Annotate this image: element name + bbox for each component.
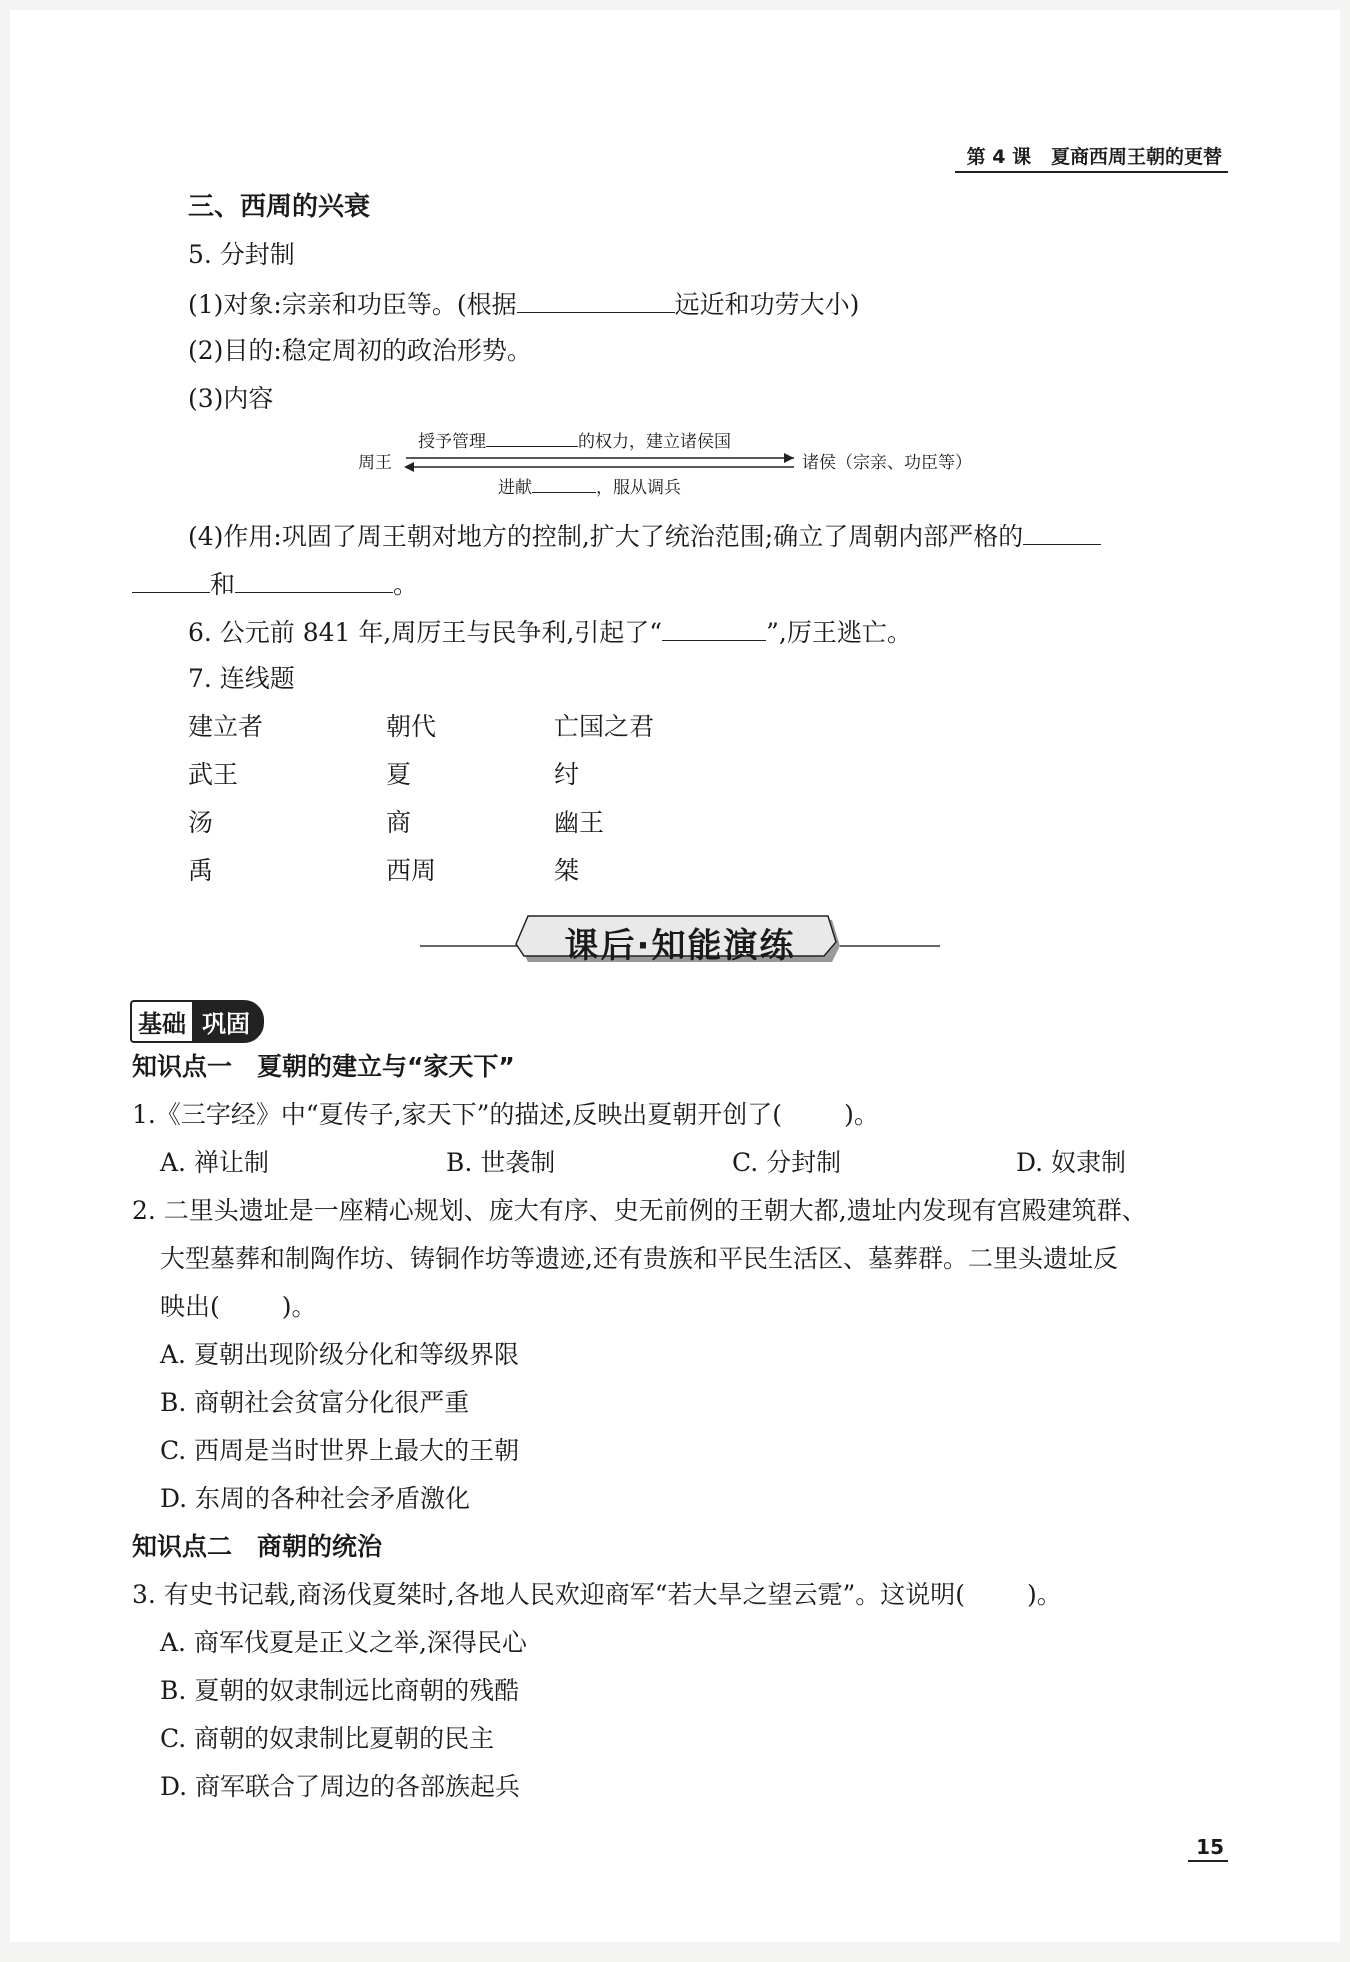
- q5-item1: [188, 286, 859, 322]
- answer-blank[interactable]: [532, 476, 596, 493]
- answer-blank[interactable]: [486, 430, 578, 447]
- q2-option-b[interactable]: B. 商朝社会贫富分化很严重: [160, 1388, 470, 1417]
- q3-option-c[interactable]: C. 商朝的奴隶制比夏朝的民主: [160, 1724, 495, 1753]
- q6: [188, 614, 912, 650]
- page: [10, 10, 1340, 1942]
- q2-line3-end: )。: [281, 1292, 317, 1321]
- q2-option-a[interactable]: A. 夏朝出现阶级分化和等级界限: [160, 1340, 519, 1369]
- q7-cell[interactable]: 西周: [386, 856, 437, 885]
- diagram-top-pre: 授予管理: [418, 432, 486, 452]
- banner-title: 课后·知能演练: [564, 926, 796, 966]
- diagram-bottom-post: ，服从调兵: [596, 478, 681, 498]
- q1-stem-text: 1.《三字经》中“夏传子,家天下”的描述,反映出夏朝开创了(: [132, 1100, 783, 1129]
- running-header: [955, 142, 1228, 173]
- q5-item1-text: (1)对象:宗亲和功臣等。(根据: [188, 290, 517, 319]
- q2-line2: 大型墓葬和制陶作坊、铸铜作坊等遗迹,还有贵族和平民生活区、墓葬群。二里头遗址反: [160, 1244, 1118, 1273]
- q3-option-a[interactable]: A. 商军伐夏是正义之举,深得民心: [160, 1628, 527, 1657]
- diagram-bottom-label: [498, 476, 681, 498]
- lesson-number: 第 4 课: [966, 146, 1032, 168]
- q1-option-d[interactable]: D. 奴隶制: [1016, 1148, 1127, 1177]
- q1-option-a[interactable]: A. 禅让制: [160, 1148, 269, 1177]
- q7-cell[interactable]: 桀: [554, 856, 580, 885]
- q5-item4-cont: [132, 566, 418, 602]
- q5-item4-text: (4)作用:巩固了周王朝对地方的控制,扩大了统治范围;确立了周朝内部严格的: [188, 522, 1024, 551]
- section-heading: 三、西周的兴衰: [188, 192, 371, 222]
- diagram-top-post: 的权力，建立诸侯国: [578, 432, 731, 452]
- q7-cell[interactable]: 纣: [554, 760, 580, 789]
- badge-left: 基础: [130, 1000, 192, 1043]
- q7-header-col3: 亡国之君: [554, 712, 655, 741]
- q2-option-c[interactable]: C. 西周是当时世界上最大的王朝: [160, 1436, 520, 1465]
- q3-stem: [132, 1578, 1062, 1612]
- q7-cell[interactable]: 汤: [188, 808, 214, 837]
- q5-item2: (2)目的:稳定周初的政治形势。: [188, 336, 532, 365]
- diagram-arrows: [400, 450, 800, 476]
- q5-item4-mid: 和: [210, 570, 236, 599]
- q3-option-d[interactable]: D. 商军联合了周边的各部族起兵: [160, 1772, 521, 1801]
- badge-right: 巩固: [192, 1000, 264, 1043]
- q7-cell[interactable]: 禹: [188, 856, 214, 885]
- q5-item1-text-end: 远近和功劳大小): [674, 290, 860, 319]
- answer-blank[interactable]: [235, 566, 393, 593]
- arrow-right-icon: [784, 453, 794, 463]
- q2-line3: [160, 1290, 317, 1324]
- q1-stem-end: )。: [844, 1100, 879, 1129]
- q3-stem-end: )。: [1027, 1580, 1062, 1609]
- q1-stem: [132, 1098, 879, 1132]
- page-number: [1188, 1835, 1228, 1859]
- q1-option-b[interactable]: B. 世袭制: [446, 1148, 556, 1177]
- page-number-text: 15: [1188, 1835, 1228, 1862]
- q2-option-d[interactable]: D. 东周的各种社会矛盾激化: [160, 1484, 471, 1513]
- kp2-title: 知识点二 商朝的统治: [132, 1532, 383, 1561]
- q5-item4: [188, 518, 1101, 554]
- q7-title: 7. 连线题: [188, 664, 295, 693]
- q7-cell[interactable]: 商: [386, 808, 412, 837]
- answer-blank[interactable]: [517, 286, 675, 313]
- q1-option-c[interactable]: C. 分封制: [732, 1148, 842, 1177]
- q6-text-end: ”,厉王逃亡。: [766, 618, 912, 647]
- answer-blank[interactable]: [1023, 518, 1101, 545]
- q2-line3-text: 映出(: [160, 1292, 220, 1321]
- q6-text: 6. 公元前 841 年,周厉王与民争利,引起了“: [188, 618, 663, 647]
- arrow-left-icon: [404, 462, 414, 472]
- q3-stem-text: 3. 有史书记载,商汤伐夏桀时,各地人民欢迎商军“若大旱之望云霓”。这说明(: [132, 1580, 966, 1609]
- diagram-bottom-pre: 进献: [498, 478, 532, 498]
- q3-option-b[interactable]: B. 夏朝的奴隶制远比商朝的残酷: [160, 1676, 520, 1705]
- diagram-left: 周王: [358, 453, 392, 473]
- q5-item3: (3)内容: [188, 384, 274, 413]
- q5-item4-end: 。: [393, 570, 419, 599]
- q7-header-col1: 建立者: [188, 712, 264, 741]
- diagram-right: 诸侯（宗亲、功臣等）: [802, 453, 972, 473]
- q5-title: 5. 分封制: [188, 240, 295, 269]
- q2-line1: 2. 二里头遗址是一座精心规划、庞大有序、史无前例的王朝大都,遗址内发现有宫殿建筑群、: [132, 1196, 1147, 1225]
- answer-blank[interactable]: [662, 614, 766, 641]
- q7-cell[interactable]: 武王: [188, 760, 239, 789]
- section-badge: [130, 1000, 264, 1040]
- diagram-top-label: [418, 430, 731, 452]
- q7-cell[interactable]: 幽王: [554, 808, 605, 837]
- answer-blank[interactable]: [132, 566, 210, 593]
- q7-cell[interactable]: 夏: [386, 760, 412, 789]
- section-banner: [420, 910, 940, 972]
- q7-header-col2: 朝代: [386, 712, 437, 741]
- kp1-title: 知识点一 夏朝的建立与“家天下”: [132, 1052, 515, 1081]
- lesson-title: 夏商西周王朝的更替: [1050, 146, 1222, 168]
